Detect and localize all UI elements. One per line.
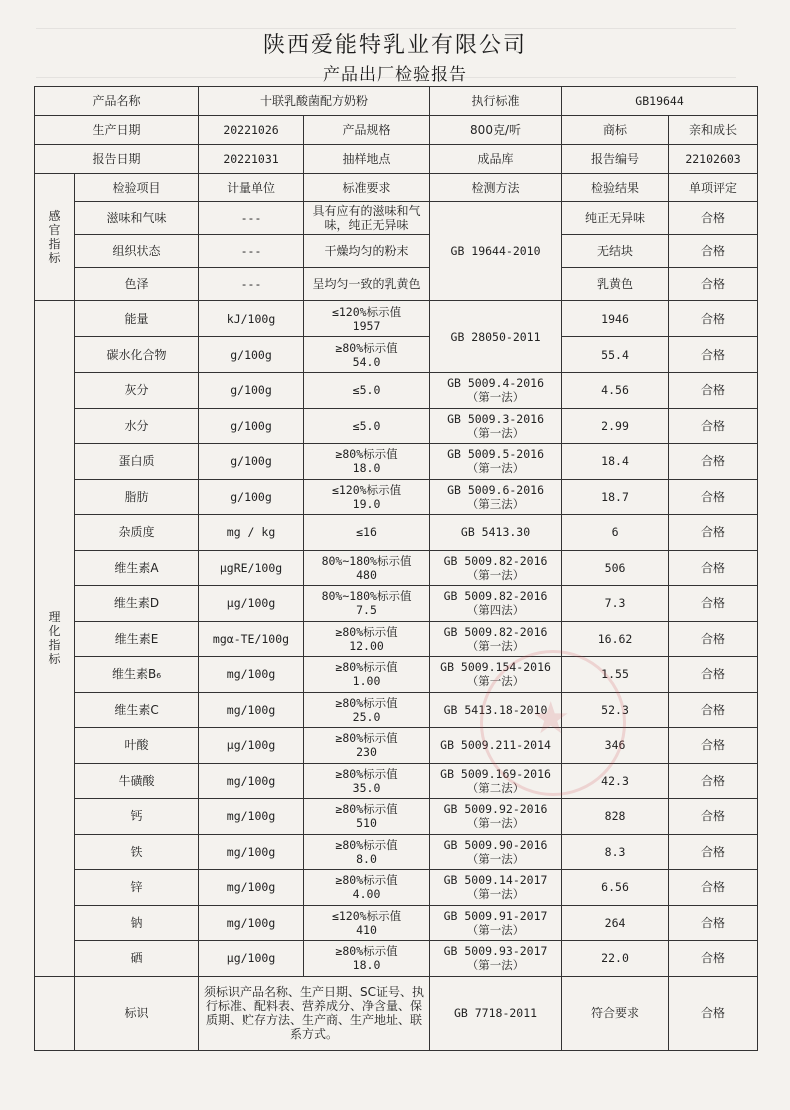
physchem-row: [35, 621, 758, 657]
result: 55.4: [562, 337, 669, 373]
item-name: 灰分: [75, 373, 199, 409]
item-name: 杂质度: [75, 515, 199, 551]
method: GB 5009.82-2016 （第一法）: [430, 621, 562, 657]
result: 1946: [562, 301, 669, 337]
col-requirement-header: 标准要求: [304, 174, 430, 202]
physchem-row: [35, 586, 758, 622]
physchem-category-cell: [35, 301, 75, 977]
item-name: 滋味和气味: [75, 202, 199, 235]
unit: mg/100g: [199, 763, 304, 799]
production-date-value: 20221026: [199, 116, 304, 145]
spec-value: 800克/听: [430, 116, 562, 145]
requirement: ≤120%标示值 19.0: [304, 479, 430, 515]
item-name: 叶酸: [75, 728, 199, 764]
item-name: 维生素A: [75, 550, 199, 586]
method: GB 5009.14-2017 （第一法）: [430, 870, 562, 906]
unit: ---: [199, 268, 304, 301]
unit: g/100g: [199, 337, 304, 373]
item-name: 维生素B₆: [75, 657, 199, 693]
method: GB 5009.91-2017 （第一法）: [430, 905, 562, 941]
unit: mg/100g: [199, 870, 304, 906]
method: GB 5009.211-2014: [430, 728, 562, 764]
verdict: 合格: [669, 586, 758, 622]
method: GB 5009.82-2016 （第一法）: [430, 550, 562, 586]
report-title: 产品出厂检验报告: [323, 65, 467, 85]
item-name: 锌: [75, 870, 199, 906]
item-name: 能量: [75, 301, 199, 337]
verdict: 合格: [669, 657, 758, 693]
method: GB 5009.92-2016 （第一法）: [430, 799, 562, 835]
result: 346: [562, 728, 669, 764]
requirement: ≥80%标示值 8.0: [304, 834, 430, 870]
result: 828: [562, 799, 669, 835]
standard-label: 执行标准: [430, 87, 562, 116]
item-name: 钠: [75, 905, 199, 941]
sampling-value: 成品库: [430, 145, 562, 174]
item-name: 硒: [75, 941, 199, 977]
sensory-row: [35, 235, 758, 268]
result: 52.3: [562, 692, 669, 728]
result: 4.56: [562, 373, 669, 409]
standard-value: GB19644: [562, 87, 758, 116]
unit: g/100g: [199, 373, 304, 409]
verdict: 合格: [669, 337, 758, 373]
verdict: 合格: [669, 515, 758, 551]
physchem-row: [35, 301, 758, 337]
verdict: 合格: [669, 550, 758, 586]
unit: mg / kg: [199, 515, 304, 551]
production-date-label: 生产日期: [35, 116, 199, 145]
labeling-requirement: 须标识产品名称、生产日期、SC证号、执行标准、配料表、营养成分、净含量、保质期、贮存方法、生产商、生产地址、联系方式。: [199, 976, 430, 1050]
verdict: 合格: [669, 235, 758, 268]
requirement: 80%~180%标示值 480: [304, 550, 430, 586]
verdict: 合格: [669, 728, 758, 764]
result: 1.55: [562, 657, 669, 693]
unit: g/100g: [199, 408, 304, 444]
brand-value: 亲和成长: [669, 116, 758, 145]
method: GB 5413.18-2010: [430, 692, 562, 728]
item-name: 钙: [75, 799, 199, 835]
unit: μgRE/100g: [199, 550, 304, 586]
item-name: 铁: [75, 834, 199, 870]
col-result-header: 检验结果: [562, 174, 669, 202]
physchem-row: [35, 657, 758, 693]
verdict: 合格: [669, 799, 758, 835]
unit: g/100g: [199, 479, 304, 515]
verdict: 合格: [669, 763, 758, 799]
col-item-header: 检验项目: [75, 174, 199, 202]
method: GB 5009.154-2016 （第一法）: [430, 657, 562, 693]
inspection-report-table: [34, 86, 758, 1051]
method: GB 5009.90-2016 （第一法）: [430, 834, 562, 870]
item-name: 碳水化合物: [75, 337, 199, 373]
physchem-row: [35, 550, 758, 586]
verdict: 合格: [669, 621, 758, 657]
physchem-row: [35, 728, 758, 764]
requirement: ≥80%标示值 54.0: [304, 337, 430, 373]
labeling-verdict: 合格: [669, 976, 758, 1050]
unit: mg/100g: [199, 905, 304, 941]
column-header-row: [35, 174, 758, 202]
verdict: 合格: [669, 834, 758, 870]
physchem-row: [35, 799, 758, 835]
info-row-1: [35, 87, 758, 116]
item-name: 维生素D: [75, 586, 199, 622]
requirement: ≥80%标示值 1.00: [304, 657, 430, 693]
physchem-row: [35, 834, 758, 870]
product-name-label: 产品名称: [35, 87, 199, 116]
verdict: 合格: [669, 301, 758, 337]
unit: g/100g: [199, 444, 304, 480]
physchem-row: [35, 515, 758, 551]
info-row-2: [35, 116, 758, 145]
method: GB 5009.93-2017 （第一法）: [430, 941, 562, 977]
sampling-label: 抽样地点: [304, 145, 430, 174]
requirement: ≥80%标示值 25.0: [304, 692, 430, 728]
info-row-3: [35, 145, 758, 174]
report-date-label: 报告日期: [35, 145, 199, 174]
result: 264: [562, 905, 669, 941]
physchem-row: [35, 479, 758, 515]
verdict: 合格: [669, 268, 758, 301]
sensory-category-label: 感官指标: [48, 209, 61, 265]
report-number-label: 报告编号: [562, 145, 669, 174]
item-name: 维生素E: [75, 621, 199, 657]
col-method-header: 检测方法: [430, 174, 562, 202]
item-name: 色泽: [75, 268, 199, 301]
result: 纯正无异味: [562, 202, 669, 235]
company-name: 陕西爱能特乳业有限公司: [262, 33, 527, 58]
physchem-row: [35, 337, 758, 373]
requirement: ≥80%标示值 230: [304, 728, 430, 764]
result: 2.99: [562, 408, 669, 444]
unit: μg/100g: [199, 728, 304, 764]
result: 18.4: [562, 444, 669, 480]
physchem-row: [35, 692, 758, 728]
verdict: 合格: [669, 479, 758, 515]
physchem-row: [35, 870, 758, 906]
labeling-left-blank: [35, 976, 75, 1050]
method: GB 5413.30: [430, 515, 562, 551]
physchem-row: [35, 373, 758, 409]
unit: μg/100g: [199, 586, 304, 622]
unit: mg/100g: [199, 657, 304, 693]
method: GB 5009.5-2016 （第一法）: [430, 444, 562, 480]
unit: kJ/100g: [199, 301, 304, 337]
requirement: ≤5.0: [304, 408, 430, 444]
verdict: 合格: [669, 373, 758, 409]
requirement: ≥80%标示值 18.0: [304, 444, 430, 480]
sensory-row: [35, 202, 758, 235]
requirement: ≤120%标示值 410: [304, 905, 430, 941]
report-number-value: 22102603: [669, 145, 758, 174]
result: 16.62: [562, 621, 669, 657]
item-name: 牛磺酸: [75, 763, 199, 799]
result: 7.3: [562, 586, 669, 622]
col-verdict-header: 单项评定: [669, 174, 758, 202]
unit: ---: [199, 202, 304, 235]
result: 无结块: [562, 235, 669, 268]
requirement: ≥80%标示值 510: [304, 799, 430, 835]
sensory-category-cell: [35, 174, 75, 301]
requirement: ≥80%标示值 18.0: [304, 941, 430, 977]
item-name: 维生素C: [75, 692, 199, 728]
method: GB 5009.4-2016 （第一法）: [430, 373, 562, 409]
method: GB 5009.6-2016 （第三法）: [430, 479, 562, 515]
requirement: 具有应有的滋味和气味，纯正无异味: [304, 202, 430, 235]
result: 6: [562, 515, 669, 551]
verdict: 合格: [669, 202, 758, 235]
item-name: 蛋白质: [75, 444, 199, 480]
method: GB 5009.3-2016 （第一法）: [430, 408, 562, 444]
verdict: 合格: [669, 444, 758, 480]
verdict: 合格: [669, 870, 758, 906]
result: 42.3: [562, 763, 669, 799]
energy-carb-shared-method: GB 28050-2011: [430, 301, 562, 373]
spec-label: 产品规格: [304, 116, 430, 145]
verdict: 合格: [669, 905, 758, 941]
unit: ---: [199, 235, 304, 268]
brand-label: 商标: [562, 116, 669, 145]
result: 22.0: [562, 941, 669, 977]
requirement: 干燥均匀的粉末: [304, 235, 430, 268]
requirement: ≤120%标示值 1957: [304, 301, 430, 337]
physchem-row: [35, 763, 758, 799]
result: 506: [562, 550, 669, 586]
product-name-value: 十联乳酸菌配方奶粉: [199, 87, 430, 116]
verdict: 合格: [669, 408, 758, 444]
method: GB 5009.82-2016 （第四法）: [430, 586, 562, 622]
item-name: 水分: [75, 408, 199, 444]
labeling-row: [35, 976, 758, 1050]
verdict: 合格: [669, 941, 758, 977]
result: 8.3: [562, 834, 669, 870]
unit: mg/100g: [199, 834, 304, 870]
sensory-shared-method: GB 19644-2010: [430, 202, 562, 301]
item-name: 脂肪: [75, 479, 199, 515]
verdict: 合格: [669, 692, 758, 728]
sensory-row: [35, 268, 758, 301]
requirement: ≥80%标示值 4.00: [304, 870, 430, 906]
requirement: ≥80%标示值 35.0: [304, 763, 430, 799]
result: 乳黄色: [562, 268, 669, 301]
unit: mg/100g: [199, 799, 304, 835]
physchem-category-label: 理化指标: [48, 610, 61, 667]
unit: mg/100g: [199, 692, 304, 728]
physchem-row: [35, 941, 758, 977]
requirement: 80%~180%标示值 7.5: [304, 586, 430, 622]
unit: mgα-TE/100g: [199, 621, 304, 657]
requirement: ≤5.0: [304, 373, 430, 409]
method: GB 5009.169-2016 （第二法）: [430, 763, 562, 799]
requirement: ≤16: [304, 515, 430, 551]
col-unit-header: 计量单位: [199, 174, 304, 202]
labeling-item: 标识: [75, 976, 199, 1050]
item-name: 组织状态: [75, 235, 199, 268]
physchem-row: [35, 408, 758, 444]
result: 18.7: [562, 479, 669, 515]
physchem-row: [35, 905, 758, 941]
report-date-value: 20221031: [199, 145, 304, 174]
physchem-row: [35, 444, 758, 480]
requirement: ≥80%标示值 12.00: [304, 621, 430, 657]
result: 6.56: [562, 870, 669, 906]
unit: μg/100g: [199, 941, 304, 977]
labeling-result: 符合要求: [562, 976, 669, 1050]
requirement: 呈均匀一致的乳黄色: [304, 268, 430, 301]
labeling-method: GB 7718-2011: [430, 976, 562, 1050]
